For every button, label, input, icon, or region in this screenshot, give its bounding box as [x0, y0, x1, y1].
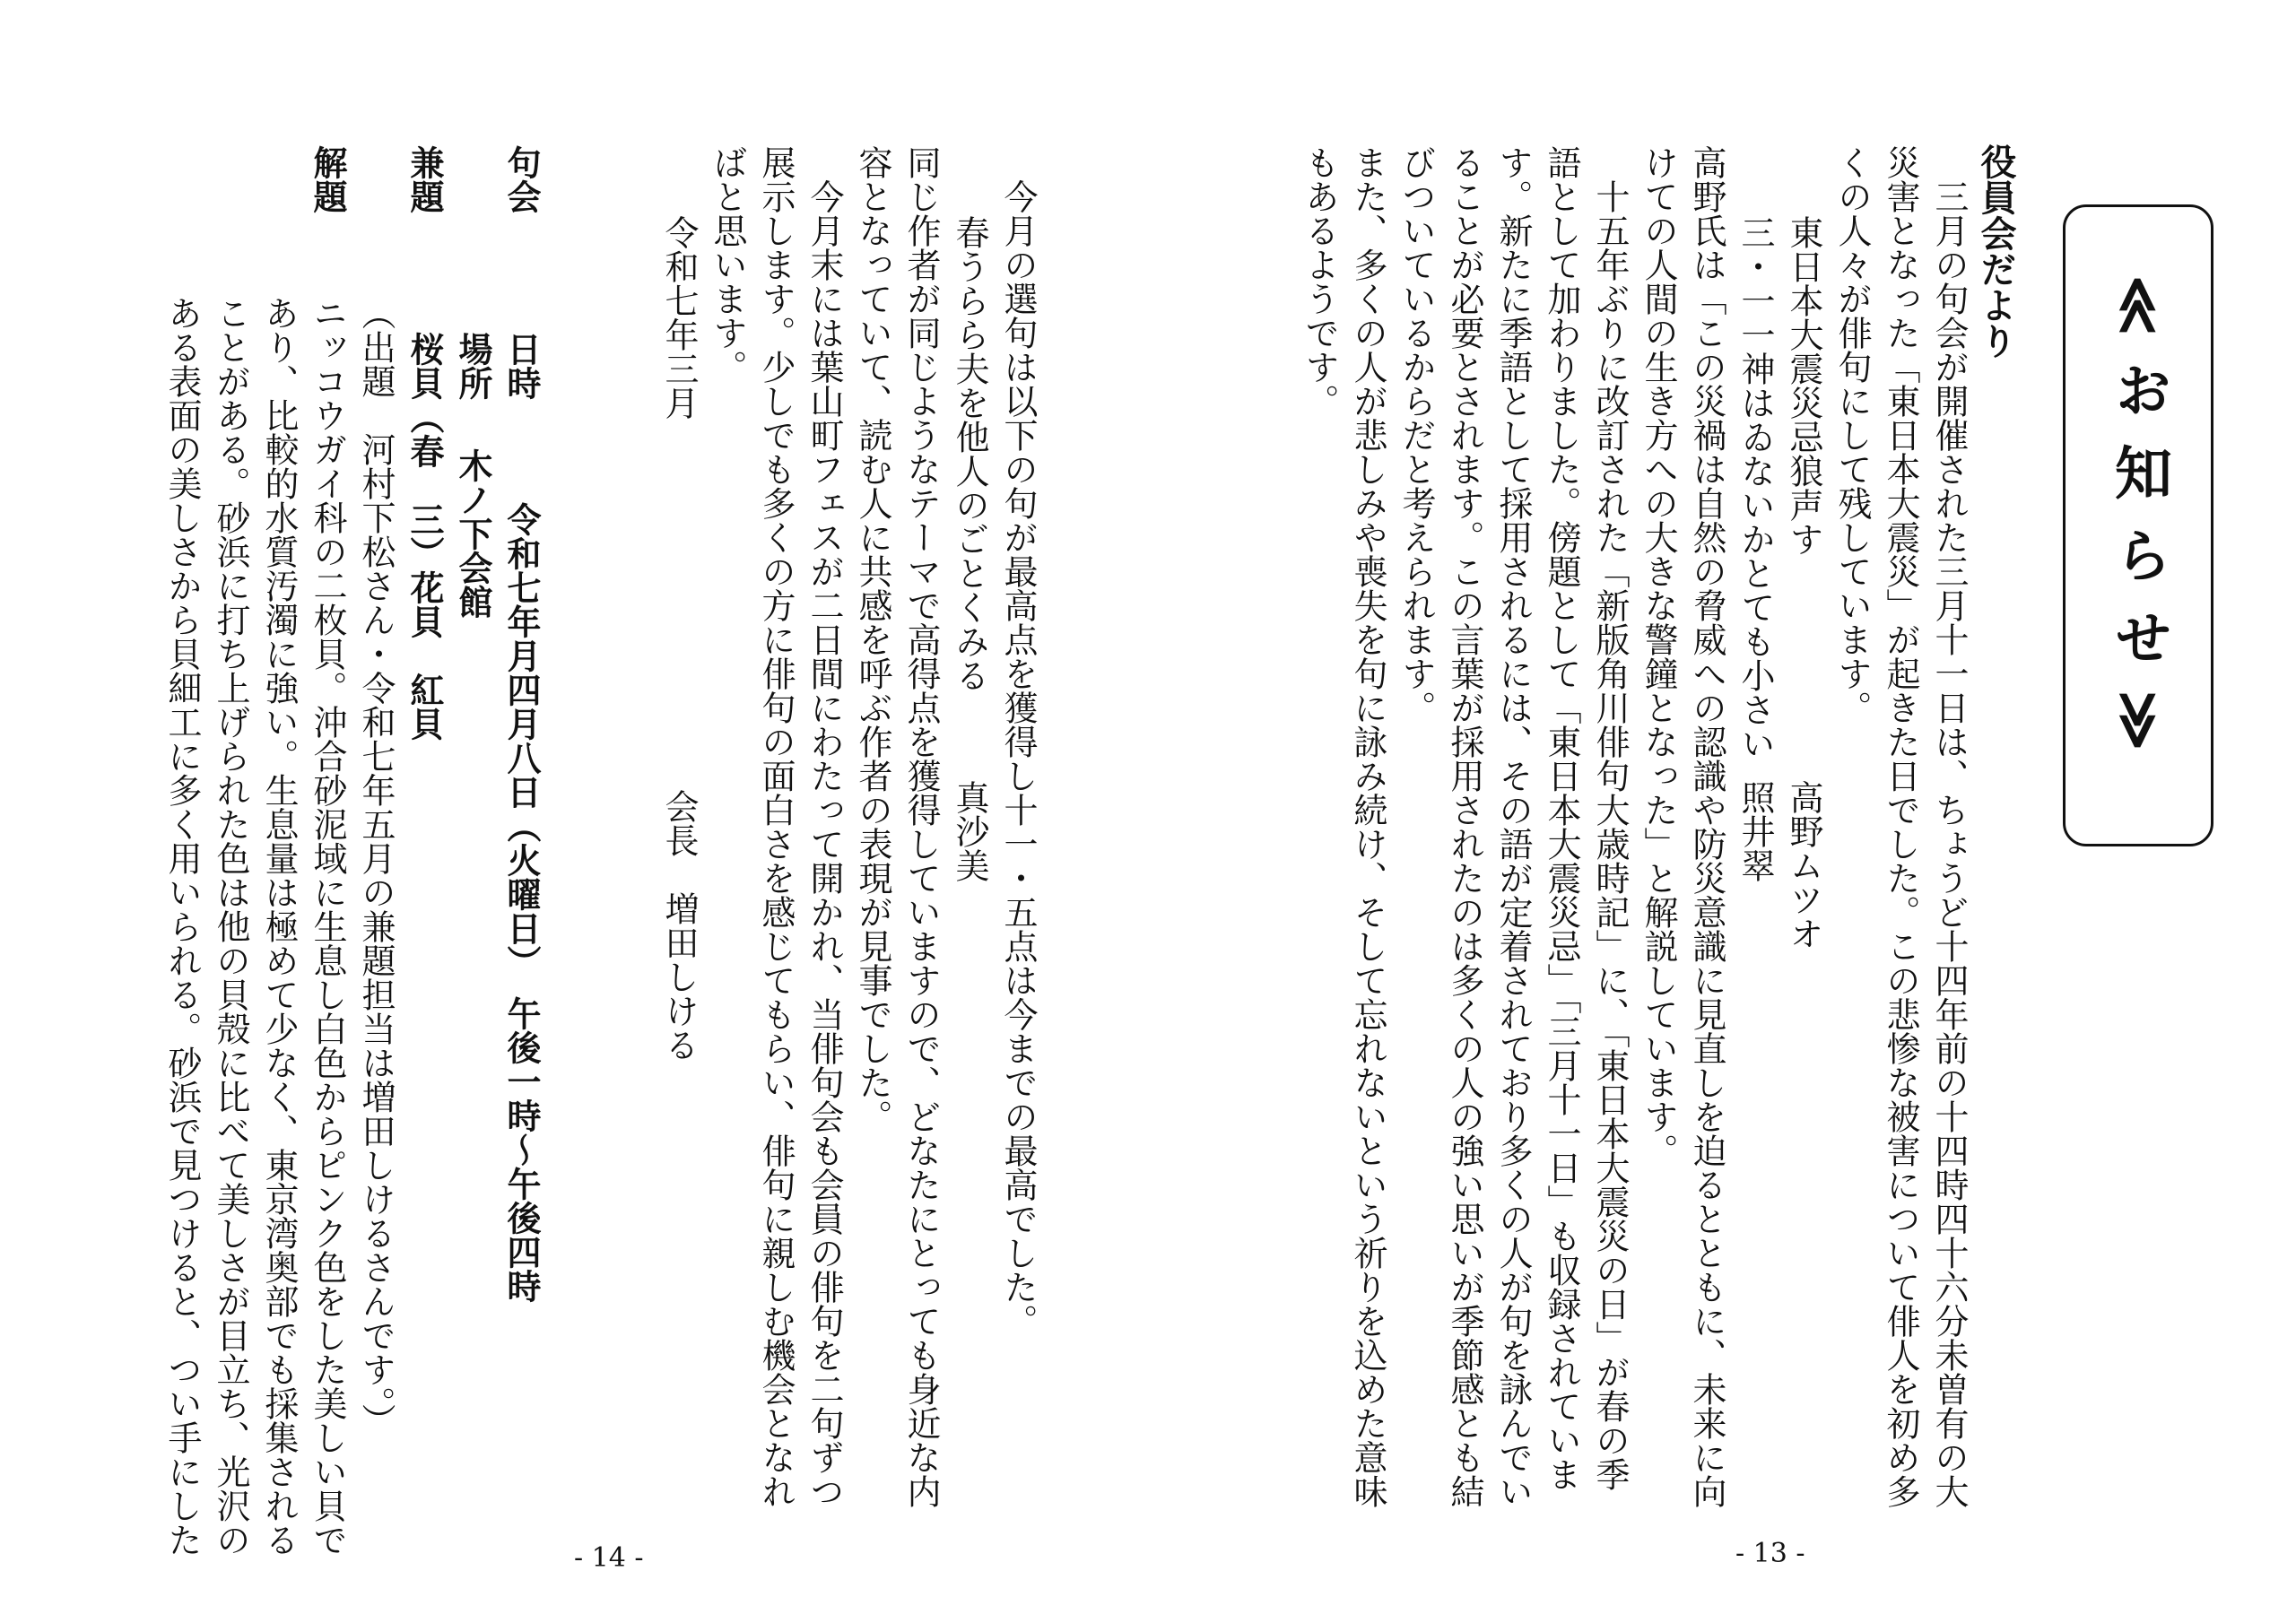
- signature: 会長 増田しける: [659, 789, 699, 1062]
- right-line-4: 東日本大震災忌狼声す: [1784, 215, 1823, 556]
- right-line-8: 十五年ぶりに改訂された「新版角川俳句大歳時記」に、「東日本大震災の日」が春の季: [1590, 179, 1630, 1491]
- left-line-6: 展示します。少しでも多くの方に俳句の面白さを感じてもらい、俳句に親しむ機会となれ: [756, 145, 796, 1508]
- right-line-11: ることが必要とされます。この言葉が採用されたのは多くの人の強い思いが季節感とも結: [1445, 145, 1484, 1508]
- page-title: ≪お知らせ≫: [2105, 275, 2172, 776]
- section-heading: 役員会だより: [1975, 143, 2017, 359]
- kendai-value: 桜貝（春 三）花貝 紅貝: [404, 332, 445, 741]
- poem2-author: 照井翠: [1735, 780, 1775, 882]
- kaidai-line-3: ことがある。砂浜に打ち上げられた色は他の貝殻に比べて美しさが目立ち、光沢の: [211, 296, 250, 1557]
- left-line-8: 令和七年三月: [659, 215, 699, 420]
- left-line-7: ばと思います。: [708, 145, 747, 384]
- right-line-10: す。新たに季語として採用されるには、その語が定着されており多くの人が句を詠んでい: [1493, 145, 1533, 1508]
- left-poem-author: 真沙美: [950, 780, 989, 882]
- left-line-4: 容となっていて、読む人に共感を呼ぶ作者の表現が見事でした。: [853, 145, 892, 1133]
- right-line-9: 語として加わりました。傍題として「東日本大震災忌」「三月十一日」も収録されていま: [1542, 145, 1581, 1491]
- kaidai-line-2: あり、比較的水質汚濁に強い。生息量は極めて少なく、東京湾奥部でも採集される: [259, 296, 299, 1557]
- kendai-label: 兼題: [404, 145, 445, 213]
- kukai-label: 句会: [501, 145, 542, 213]
- date-value: 令和七年月四月八日（火曜日） 午後一時～午後四時: [501, 502, 542, 1303]
- kaidai-line-4: ある表面の美しさから貝細工に多く用いられる。砂浜で見つけると、つい手にした: [162, 296, 202, 1557]
- right-line-2: 災害となった「東日本大震災」が起きた日でした。この悲惨な被害について俳人を初め多: [1881, 145, 1920, 1508]
- right-line-6: 高野氏は「この災禍は自然の脅威への認識や防災意識に見直しを迫るとともに、未来に向: [1687, 145, 1726, 1508]
- left-line-5: 今月末には葉山町フェスが二日間にわたって開かれ、当俳句会も会員の俳句を二句ずつ: [804, 179, 844, 1508]
- left-line-2: 春うらら夫を他人のごとくみる: [950, 215, 989, 692]
- kaidai-line-1: ニッコウガイ科の二枚貝。沖合砂泥域に生息し白色からピンク色をした美しい貝で: [308, 296, 347, 1557]
- title-box: [2063, 204, 2213, 846]
- right-line-12: びついているからだと考えられます。: [1396, 145, 1436, 725]
- right-line-14: もあるようです。: [1300, 145, 1339, 418]
- right-line-13: また、多くの人が悲しみや喪失を句に詠み続け、そして忘れないという祈りを込めた意味: [1348, 145, 1387, 1508]
- date-label: 日時: [501, 332, 542, 400]
- left-line-1: 今月の選句は以下の句が最高点を獲得し十一・五点は今までの最高でした。: [998, 179, 1038, 1338]
- poem1-author: 高野ムツオ: [1784, 780, 1823, 950]
- right-line-5: 三・一一神はゐないかとても小さい: [1735, 215, 1775, 760]
- right-line-7: けての人間の生き方への大きな警鐘となった」と解説しています。: [1639, 145, 1678, 1167]
- page-number-left: - 14 -: [574, 1542, 644, 1574]
- left-line-3: 同じ作者が同じようなテーマで高得点を獲得していますので、どなたにとっても身近な内: [901, 145, 941, 1508]
- kendai-note: （出題 河村下松さん・令和七年五月の兼題担当は増田しけるさんです。）: [356, 296, 396, 1437]
- right-line-3: くの人々が俳句にして残しています。: [1832, 145, 1872, 725]
- place-label: 場所: [453, 332, 493, 400]
- right-line-1: 三月の句会が開催された三月十一日は、ちょうど十四年前の十四時四十六分未曽有の大: [1929, 179, 1969, 1508]
- kaidai-label: 解題: [308, 145, 348, 213]
- place-value: 木ノ下会館: [453, 448, 493, 619]
- page-number-right: - 13 -: [1735, 1538, 1805, 1569]
